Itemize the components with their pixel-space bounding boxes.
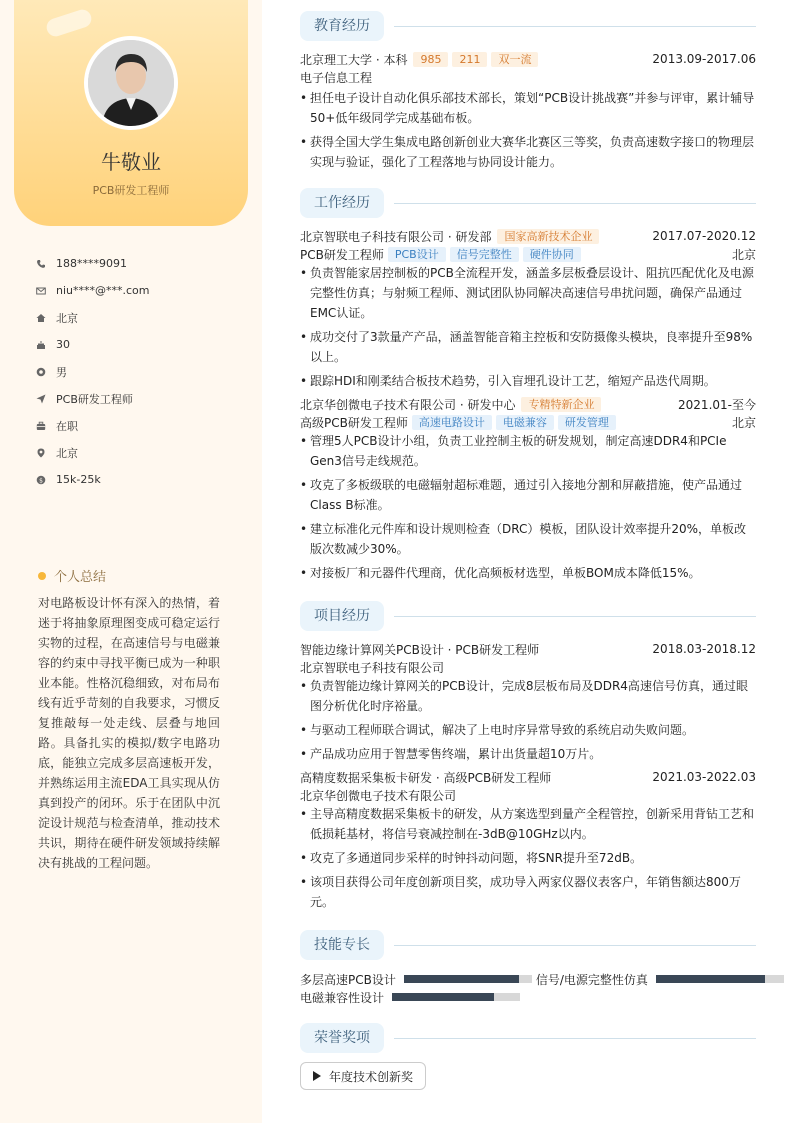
summary-title: 个人总结	[54, 570, 107, 585]
section-title-awards: 荣誉奖项	[300, 1023, 384, 1053]
home-icon	[36, 313, 46, 323]
work-date: 2021.01-至今	[678, 397, 756, 412]
award-name: 年度技术创新奖	[329, 1069, 414, 1084]
info-status	[36, 412, 246, 439]
company-tag: 国家高新技术企业	[497, 229, 599, 244]
award-item[interactable]	[300, 1062, 426, 1090]
list-item: • 管理5人PCB设计小组，负责工业控制主板的研发规划，制定高速DDR4和PCIe Gen3信号走线规范。	[300, 431, 756, 471]
company-name: 北京华创微电子技术有限公司 · 研发中心	[300, 397, 516, 412]
briefcase-icon	[36, 421, 46, 431]
info-target-role	[36, 385, 246, 412]
play-triangle-icon	[313, 1071, 321, 1081]
project-company: 北京智联电子科技有限公司	[300, 660, 445, 675]
gender-icon	[36, 367, 46, 377]
project-entry	[300, 640, 756, 768]
skill-tag: 硬件协同	[523, 247, 581, 262]
school-tag: 双一流	[491, 52, 538, 67]
education-bullets	[300, 88, 756, 172]
section-projects	[300, 601, 756, 631]
skill-item	[300, 989, 520, 1005]
skill-name: 信号/电源完整性仿真	[535, 972, 648, 987]
skill-bar	[392, 993, 520, 1001]
work-bullets	[300, 263, 756, 391]
age-value: 30	[56, 338, 70, 351]
info-home	[36, 304, 246, 331]
contact-info	[36, 250, 246, 493]
info-age	[36, 331, 246, 358]
list-item: • 对接板厂和元器件代理商，优化高频板材选型，单板BOM成本降低15%。	[300, 563, 756, 583]
skill-tag: 研发管理	[558, 415, 616, 430]
phone-icon	[36, 259, 46, 269]
skill-bar-fill	[392, 993, 494, 1001]
section-awards	[300, 1023, 756, 1053]
skill-item	[300, 971, 532, 987]
section-work	[300, 188, 756, 218]
skill-bar	[656, 975, 784, 983]
project-name: 智能边缘计算网关PCB设计 · PCB研发工程师	[300, 642, 540, 657]
sidebar	[0, 0, 262, 1123]
school-name: 北京理工大学 · 本科	[300, 52, 408, 67]
info-location	[36, 439, 246, 466]
salary-value: 15k-25k	[56, 473, 101, 486]
phone-value: 188****9091	[56, 257, 127, 270]
target-role-value: PCB研发工程师	[56, 392, 133, 406]
list-item: • 获得全国大学生集成电路创新创业大赛华北赛区三等奖，负责高速数字接口的物理层实现与验证，强化了工程落地与协同设计能力。	[300, 132, 756, 172]
profile-name: 牛敬业	[101, 150, 161, 174]
section-education	[300, 11, 756, 41]
school-tag: 211	[452, 52, 487, 67]
divider	[394, 203, 756, 204]
work-entry	[300, 395, 756, 587]
summary-text: 对电路板设计怀有深入的热情，着迷于将抽象原理图变成可稳定运行实物的过程，在高速信号与电磁兼容的约束中寻找平衡已成为一种职业本能。性格沉稳细致，对布局布线有近乎苛刻的自我要求，习惯反复推敲每一处走线、层叠与地回路。具备扎实的模拟/数字电路功底，能独立完成多层高速板开发，并熟练运用主流EDA工具实现从仿真到投产的闭环。乐于在团队中沉淀设计规范与检查清单，推动技术共识，期待在硬件研发领域持续解决有挑战的工程问题。	[38, 596, 220, 870]
svg-text:$: $	[39, 476, 43, 484]
project-bullets	[300, 804, 756, 912]
list-item: • 该项目获得公司年度创新项目奖，成功导入两家仪器仪表客户，年销售额达800万元。	[300, 872, 756, 912]
list-item: • 主导高精度数据采集板卡的研发，从方案选型到量产全程管控，创新采用背钻工艺和低损耗基材，将信号衰减控制在-3dB@10GHz以内。	[300, 804, 756, 844]
work-bullets	[300, 431, 756, 583]
decorative-pill	[44, 7, 93, 38]
list-item: • 产品成功应用于智慧零售终端，累计出货量超10万片。	[300, 744, 756, 764]
major: 电子信息工程	[300, 70, 373, 85]
list-item: • 跟踪HDI和刚柔结合板技术趋势，引入盲埋孔设计工艺，缩短产品迭代周期。	[300, 371, 756, 391]
list-item: • 攻克了多板级联的电磁辐射超标难题，通过引入接地分割和屏蔽措施，使产品通过Class B标准。	[300, 475, 756, 515]
education-date: 2013.09-2017.06	[652, 52, 756, 66]
education-entry	[300, 50, 756, 176]
skill-name: 多层高速PCB设计	[300, 972, 396, 987]
mail-icon	[36, 286, 46, 296]
divider	[394, 945, 756, 946]
info-phone	[36, 250, 246, 277]
gender-value: 男	[56, 365, 67, 379]
send-icon	[36, 394, 46, 404]
info-salary	[36, 466, 246, 493]
avatar	[84, 36, 178, 130]
skill-bar-fill	[656, 975, 765, 983]
info-email	[36, 277, 246, 304]
section-title-education: 教育经历	[300, 11, 384, 41]
skill-bar-fill	[404, 975, 519, 983]
work-date: 2017.07-2020.12	[652, 229, 756, 243]
divider	[394, 26, 756, 27]
summary-heading	[38, 566, 106, 585]
list-item: • 担任电子设计自动化俱乐部技术部长，策划“PCB设计挑战赛”并参与评审，累计辅导50+低年级同学完成基础布板。	[300, 88, 756, 128]
skills-list	[300, 970, 794, 1006]
job-title: PCB研发工程师	[300, 247, 384, 262]
project-date: 2021.03-2022.03	[652, 770, 756, 784]
location-value: 北京	[56, 446, 78, 460]
divider	[394, 616, 756, 617]
work-city: 北京	[731, 415, 756, 430]
divider	[394, 1038, 756, 1039]
work-city: 北京	[731, 247, 756, 262]
skill-name: 电磁兼容性设计	[300, 990, 385, 1005]
list-item: • 攻克了多通道同步采样的时钟抖动问题，将SNR提升至72dB。	[300, 848, 756, 868]
status-value: 在职	[56, 419, 78, 433]
skill-tag: PCB设计	[388, 247, 446, 262]
skill-item	[536, 971, 784, 987]
skill-bar	[404, 975, 532, 983]
job-title: 高级PCB研发工程师	[300, 415, 408, 430]
email-value: niu****@***.com	[56, 284, 150, 297]
project-date: 2018.03-2018.12	[652, 642, 756, 656]
list-item: • 建立标准化元件库和设计规则检查（DRC）模板，团队设计效率提升20%，单板改版次数减少30%。	[300, 519, 756, 559]
project-company: 北京华创微电子技术有限公司	[300, 788, 457, 803]
cake-icon	[36, 340, 46, 350]
bullet-dot-icon	[38, 572, 46, 580]
list-item: • 成功交付了3款量产产品，涵盖智能音箱主控板和安防摄像头模块，良率提升至98%以上。	[300, 327, 756, 367]
skill-tag: 高速电路设计	[412, 415, 492, 430]
home-value: 北京	[56, 311, 78, 325]
school-tag: 985	[413, 52, 448, 67]
avatar-photo	[88, 40, 174, 126]
section-title-projects: 项目经历	[300, 601, 384, 631]
company-tag: 专精特新企业	[521, 397, 601, 412]
project-entry	[300, 768, 756, 916]
skill-tag: 电磁兼容	[496, 415, 554, 430]
work-entry	[300, 227, 756, 395]
project-name: 高精度数据采集板卡研发 · 高级PCB研发工程师	[300, 770, 552, 785]
list-item: • 与驱动工程师联合调试，解决了上电时序异常导致的系统启动失败问题。	[300, 720, 756, 740]
location-icon	[36, 448, 46, 458]
section-skills	[300, 930, 756, 960]
section-title-skills: 技能专长	[300, 930, 384, 960]
list-item: • 负责智能边缘计算网关的PCB设计，完成8层板布局及DDR4高速信号仿真，通过眼图分析优化时序裕量。	[300, 676, 756, 716]
company-name: 北京智联电子科技有限公司 · 研发部	[300, 229, 492, 244]
salary-icon	[36, 475, 46, 485]
skill-tag: 信号完整性	[450, 247, 519, 262]
project-bullets	[300, 676, 756, 764]
info-gender	[36, 358, 246, 385]
list-item: • 负责智能家居控制板的PCB全流程开发，涵盖多层板叠层设计、阻抗匹配优化及电源完整性仿真；与射频工程师、测试团队协同解决高速信号串扰问题，确保产品通过EMC认证。	[300, 263, 756, 323]
section-title-work: 工作经历	[300, 188, 384, 218]
profile-role: PCB研发工程师	[92, 184, 170, 197]
